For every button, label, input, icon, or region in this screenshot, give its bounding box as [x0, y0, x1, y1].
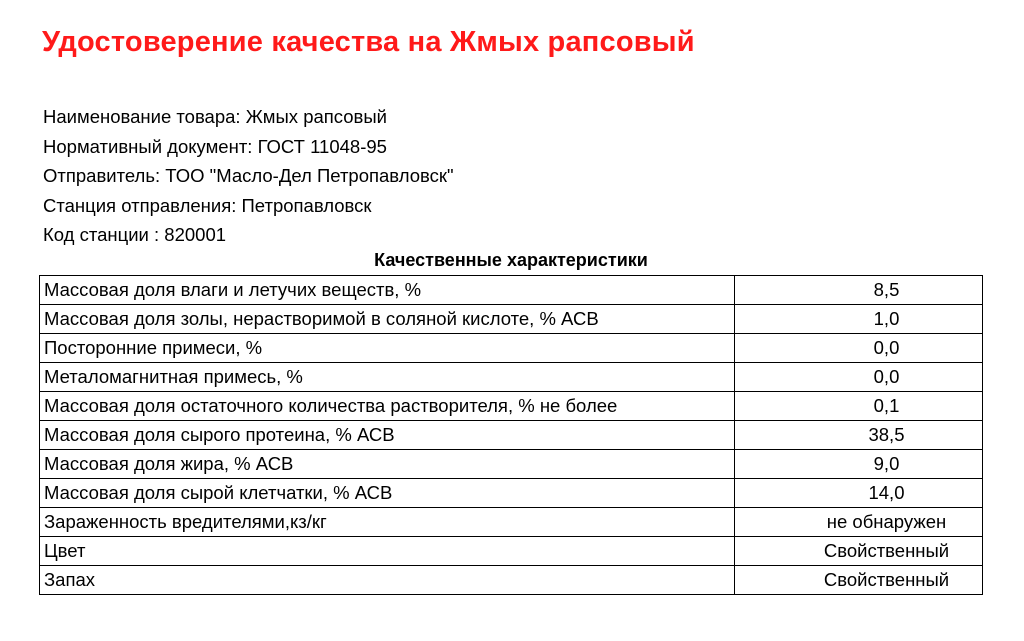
- characteristic-value: не обнаружен: [735, 508, 983, 537]
- characteristic-name: Массовая доля сырой клетчатки, % АСВ: [40, 479, 735, 508]
- product-name-line: Наименование товара: Жмых рапсовый: [43, 106, 387, 127]
- table-row: [40, 276, 983, 305]
- characteristic-name: Массовая доля остаточного количества растворителя, % не более: [40, 392, 735, 421]
- document-title: Удостоверение качества на Жмых рапсовый: [42, 26, 695, 58]
- table-row: [40, 305, 983, 334]
- characteristic-name: Металомагнитная примесь, %: [40, 363, 735, 392]
- quality-table: [39, 275, 983, 595]
- table-row: [40, 508, 983, 537]
- table-row: [40, 566, 983, 595]
- departure-station-line: Станция отправления: Петропавловск: [43, 194, 372, 216]
- table-row: [40, 334, 983, 363]
- characteristic-value: 14,0: [735, 479, 983, 508]
- sender-line: Отправитель: ТОО "Масло-Дел Петропавловск": [43, 165, 454, 186]
- characteristic-name: Зараженность вредителями,кз/кг: [40, 508, 735, 537]
- characteristic-value: 8,5: [735, 276, 983, 305]
- characteristic-value: Свойственный: [735, 566, 983, 595]
- table-row: [40, 363, 983, 392]
- table-row: [40, 421, 983, 450]
- characteristic-name: Цвет: [40, 537, 735, 566]
- product-info: [43, 102, 454, 250]
- characteristic-value: Свойственный: [735, 537, 983, 566]
- characteristic-value: 1,0: [735, 305, 983, 334]
- characteristic-name: Массовая доля золы, нерастворимой в соляной кислоте, % АСВ: [40, 305, 735, 334]
- characteristic-value: 0,1: [735, 392, 983, 421]
- table-row: [40, 479, 983, 508]
- station-code-line: Код станции : 820001: [43, 224, 227, 245]
- characteristic-value: 0,0: [735, 334, 983, 363]
- characteristic-name: Массовая доля влаги и летучих веществ, %: [40, 276, 735, 305]
- characteristic-name: Посторонние примеси, %: [40, 334, 735, 363]
- table-row: [40, 537, 983, 566]
- table-caption: Качественные характеристики: [374, 250, 648, 270]
- characteristic-value: 0,0: [735, 363, 983, 392]
- characteristic-value: 38,5: [735, 421, 983, 450]
- characteristic-name: Массовая доля сырого протеина, % АСВ: [40, 421, 735, 450]
- table-row: [40, 450, 983, 479]
- characteristic-name: Массовая доля жира, % АСВ: [40, 450, 735, 479]
- characteristic-name: Запах: [40, 566, 735, 595]
- normative-document-line: Нормативный документ: ГОСТ 11048-95: [43, 135, 387, 157]
- characteristic-value: 9,0: [735, 450, 983, 479]
- table-row: [40, 392, 983, 421]
